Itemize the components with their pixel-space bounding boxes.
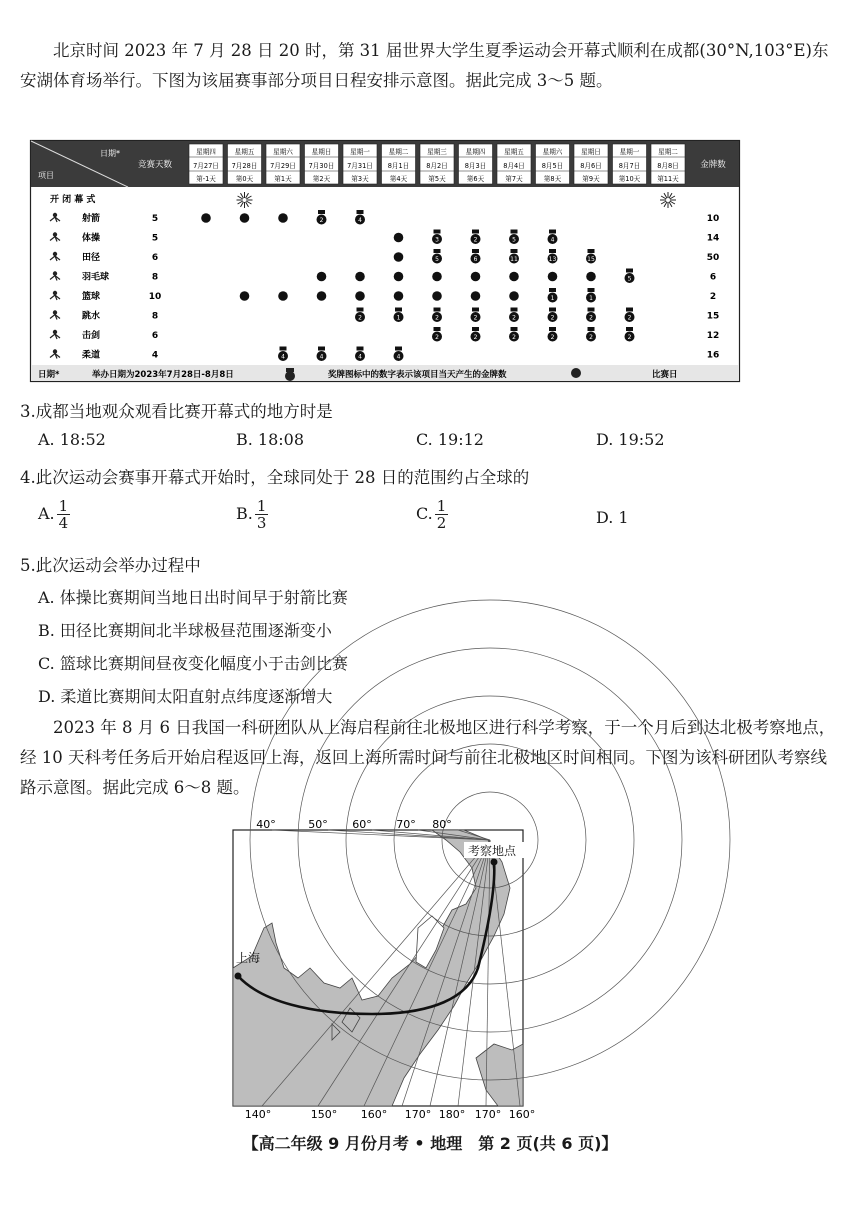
longitude-label-top: 60° — [352, 818, 372, 831]
weekday-label: 星期二 — [658, 148, 678, 156]
day-label: 第6天 — [466, 175, 485, 183]
day-label: 第1天 — [274, 175, 292, 183]
header-item-label: 项目 — [38, 171, 54, 180]
footer-date-label: 日期* — [38, 370, 60, 380]
medal-count: 5 — [512, 236, 516, 244]
medal-count: 2 — [358, 314, 362, 322]
medal-count: 4 — [396, 353, 401, 361]
competition-days: 10 — [148, 292, 162, 302]
competition-days: 6 — [151, 331, 159, 341]
q4-option-d: D. 1 — [596, 508, 629, 527]
medal-count: 2 — [512, 334, 516, 341]
medal-count: 2 — [319, 217, 324, 224]
medal-count: 3 — [435, 236, 439, 244]
medal-count: 4 — [358, 217, 362, 224]
medal-icon — [625, 308, 635, 323]
medal-count: 5 — [435, 256, 439, 263]
longitude-label-top: 50° — [308, 818, 328, 831]
ceremony-label: 开 闭 幕 式 — [50, 195, 96, 205]
medal-count: 2 — [550, 314, 555, 322]
question-5-stem: 5.此次运动会举办过程中 — [20, 556, 201, 575]
medal-icon — [509, 230, 519, 245]
q5-option-b: B. 田径比赛期间北半球极昼范围逐渐变小 — [38, 621, 332, 640]
footer-medal-note: 奖牌图标中的数字表示该项目当天产生的金牌数 — [328, 370, 507, 380]
competition-days: 8 — [151, 311, 159, 322]
medal-icon — [586, 308, 596, 323]
medal-count: 2 — [512, 314, 516, 322]
weekday-label: 星期一 — [619, 148, 640, 156]
medal-icon — [394, 308, 404, 323]
date-label: 8月7日 — [618, 162, 641, 170]
medal-icon — [471, 249, 481, 264]
medal-count: 2 — [589, 334, 593, 341]
medal-count: 1 — [396, 314, 401, 322]
medal-count: 4 — [319, 353, 324, 361]
question-4-stem: 4.此次运动会赛事开幕式开始时，全球同处于 28 日的范围约占全球的 — [20, 468, 530, 487]
longitude-label-top: 80° — [432, 818, 452, 831]
longitude-label-bottom: 150° — [310, 1108, 338, 1121]
medal-count: 1 — [589, 295, 593, 302]
q4-option-a: A. $\frac{1}{4}$ — [38, 497, 69, 532]
day-label: 第0天 — [235, 175, 254, 183]
longitude-label-bottom: 160° — [360, 1108, 388, 1121]
q3-option-d: D. 19:52 — [596, 430, 665, 449]
medal-icon — [548, 230, 558, 245]
medal-icon — [471, 230, 481, 245]
match-day-dot — [355, 272, 365, 282]
weekday-label: 星期三 — [427, 148, 447, 156]
match-day-dot — [394, 272, 404, 282]
date-label: 7月30日 — [308, 162, 335, 170]
header-date-label: 日期* — [100, 149, 120, 158]
medal-count: 11 — [510, 256, 518, 263]
match-day-dot — [394, 233, 404, 243]
gold-count: 12 — [706, 331, 720, 341]
event-schedule-table — [30, 140, 740, 382]
date-label: 8月1日 — [387, 162, 410, 170]
weekday-label: 星期日 — [311, 148, 332, 156]
medal-count: 2 — [627, 314, 632, 322]
day-label: 第2天 — [312, 175, 331, 183]
day-label: 第11天 — [657, 175, 679, 183]
medal-count: 5 — [627, 275, 632, 283]
match-day-legend-icon — [571, 368, 581, 378]
match-day-dot — [432, 272, 442, 282]
medal-icon — [625, 269, 635, 284]
sport-name: 体操 — [82, 233, 101, 244]
match-day-dot — [471, 272, 481, 282]
medal-count: 2 — [589, 314, 593, 322]
medal-icon — [548, 308, 558, 323]
day-label: 第10天 — [618, 175, 641, 183]
medal-icon — [317, 210, 327, 225]
medal-count: 6 — [473, 256, 478, 263]
sport-name: 羽毛球 — [82, 272, 110, 283]
medal-icon — [586, 249, 596, 264]
route-map — [232, 818, 536, 1123]
q5-option-d: D. 柔道比赛期间太阳直射点纬度逐渐增大 — [38, 687, 333, 706]
medal-icon — [548, 249, 558, 264]
competition-days: 8 — [151, 272, 159, 283]
match-day-dot — [394, 291, 404, 301]
longitude-label-bottom: 140° — [244, 1108, 272, 1121]
longitude-label-top: 70° — [396, 818, 416, 831]
medal-count: 2 — [473, 334, 478, 341]
competition-days: 6 — [151, 253, 159, 263]
match-day-dot — [586, 272, 596, 282]
medal-icon — [625, 327, 635, 342]
q3-option-b: B. 18:08 — [236, 430, 305, 449]
weekday-label: 星期一 — [350, 148, 370, 156]
match-day-dot — [355, 291, 365, 301]
sport-name: 柔道 — [82, 350, 101, 361]
medal-count: 13 — [548, 256, 557, 263]
medal-icon — [509, 249, 519, 264]
medal-icon — [548, 288, 558, 303]
site-label: 考察地点 — [468, 844, 517, 858]
gold-count: 50 — [706, 253, 720, 263]
medal-icon — [432, 249, 442, 264]
medal-icon — [471, 327, 481, 342]
q4-option-b: B. $\frac{1}{3}$ — [236, 497, 267, 532]
medal-count: 4 — [550, 236, 555, 244]
date-label: 8月3日 — [464, 162, 487, 170]
medal-count: 2 — [550, 334, 555, 341]
q3-option-a: A. 18:52 — [38, 430, 106, 449]
date-label: 8月8日 — [657, 162, 679, 170]
match-day-dot — [471, 291, 481, 301]
medal-icon — [548, 327, 558, 342]
intro-paragraph-2: 2023 年 8 月 6 日我国一科研团队从上海启程前往北极地区进行科学考察，于一个月后到达北极考察地点，经 10 天科考任务后开始启程返回上海，返回上海所需时间与前往北极地区时间相同。下图为该科研团队考察线路示意图。据此完成 6～8 题。 — [20, 718, 836, 797]
weekday-label: 星期二 — [388, 148, 409, 156]
match-day-dot — [317, 272, 327, 282]
gold-count: 6 — [709, 272, 717, 283]
medal-icon — [509, 327, 519, 342]
q4-option-c: C. $\frac{1}{2}$ — [416, 497, 447, 532]
weekday-label: 星期五 — [234, 148, 255, 156]
footer-range: 举办日期为2023年7月28日-8月8日 — [92, 370, 234, 380]
gold-count: 10 — [706, 214, 720, 224]
medal-icon — [355, 210, 365, 225]
medal-count: 1 — [550, 295, 555, 302]
longitude-label-top: 40° — [256, 818, 276, 831]
medal-count: 4 — [358, 353, 362, 361]
medal-icon — [278, 347, 288, 362]
match-day-dot — [201, 213, 211, 223]
medal-icon — [432, 327, 442, 342]
weekday-label: 星期六 — [273, 148, 293, 156]
weekday-label: 星期六 — [542, 148, 563, 156]
match-day-dot — [509, 291, 519, 301]
competition-days: 5 — [151, 233, 159, 244]
match-day-dot — [240, 291, 250, 301]
header-gold-label: 金牌数 — [700, 160, 726, 170]
day-label: 第-1天 — [196, 175, 216, 183]
gold-count: 14 — [706, 233, 720, 244]
day-label: 第9天 — [582, 175, 600, 183]
medal-icon — [355, 308, 365, 323]
date-label: 7月31日 — [347, 162, 373, 170]
site-marker — [491, 859, 498, 866]
longitude-label-bottom: 180° — [438, 1108, 466, 1121]
shanghai-label: 上海 — [236, 951, 261, 965]
sport-name: 田径 — [82, 253, 101, 263]
match-day-dot — [509, 272, 519, 282]
match-day-dot — [240, 213, 250, 223]
sport-name: 跳水 — [82, 311, 101, 322]
day-label: 第4天 — [389, 175, 408, 183]
date-label: 8月4日 — [503, 162, 525, 170]
date-label: 8月6日 — [580, 162, 602, 170]
medal-count: 2 — [435, 334, 439, 341]
medal-icon — [471, 308, 481, 323]
date-label: 8月2日 — [426, 162, 448, 170]
date-label: 7月28日 — [231, 162, 258, 170]
medal-count: 2 — [435, 314, 439, 322]
match-day-dot — [278, 291, 288, 301]
weekday-label: 星期四 — [196, 148, 216, 156]
competition-days: 4 — [151, 350, 159, 361]
medal-icon — [509, 308, 519, 323]
longitude-label-bottom: 170° — [474, 1108, 502, 1121]
day-label: 第5天 — [428, 175, 446, 183]
weekday-label: 星期日 — [581, 148, 601, 156]
shanghai-marker — [235, 973, 242, 980]
weekday-label: 星期五 — [504, 148, 524, 156]
longitude-label-bottom: 160° — [508, 1108, 536, 1121]
medal-count: 15 — [587, 256, 595, 263]
match-day-dot — [394, 252, 404, 262]
page-footer: 【高二年级 9 月份月考 • 地理 第 2 页(共 6 页)】 — [242, 1134, 618, 1153]
gold-count: 16 — [706, 350, 720, 361]
longitude-label-bottom: 170° — [404, 1108, 432, 1121]
header-days-label: 竞赛天数 — [137, 160, 173, 170]
day-label: 第8天 — [543, 175, 562, 183]
match-day-dot — [317, 291, 327, 301]
medal-icon — [355, 347, 365, 362]
medal-icon — [394, 347, 404, 362]
match-day-dot — [548, 272, 558, 282]
medal-count: 2 — [473, 236, 478, 244]
q3-option-c: C. 19:12 — [416, 430, 484, 449]
medal-count: 2 — [473, 314, 478, 322]
day-label: 第7天 — [505, 175, 523, 183]
medal-count: 4 — [281, 353, 285, 361]
weekday-label: 星期四 — [465, 148, 486, 156]
medal-icon — [432, 230, 442, 245]
gold-count: 2 — [709, 292, 717, 302]
sport-name: 篮球 — [82, 292, 101, 302]
question-3-stem: 3.成都当地观众观看比赛开幕式的地方时是 — [20, 402, 333, 421]
date-label: 7月27日 — [193, 162, 219, 170]
medal-icon — [586, 327, 596, 342]
medal-legend-icon — [285, 368, 295, 381]
medal-icon — [586, 288, 596, 303]
q5-option-a: A. 体操比赛期间当地日出时间早于射箭比赛 — [38, 588, 348, 607]
date-label: 7月29日 — [270, 162, 296, 170]
medal-icon — [432, 308, 442, 323]
medal-icon — [317, 347, 327, 362]
intro-paragraph-1: 北京时间 2023 年 7 月 28 日 20 时，第 31 届世界大学生夏季运动会开幕式顺利在成都(30°N,103°E)东安湖体育场举行。下图为该届赛事部分项目日程安排示意图。据此完成 3～5 题。 — [20, 41, 829, 90]
date-label: 8月5日 — [541, 162, 564, 170]
day-label: 第3天 — [351, 175, 369, 183]
gold-count: 15 — [706, 311, 720, 322]
match-day-dot — [432, 291, 442, 301]
footer-match-day: 比赛日 — [652, 370, 678, 380]
competition-days: 5 — [151, 214, 159, 224]
sport-name: 射箭 — [82, 214, 101, 224]
q5-option-c: C. 篮球比赛期间昼夜变化幅度小于击剑比赛 — [38, 654, 348, 673]
medal-count: 2 — [627, 334, 632, 341]
sport-name: 击剑 — [82, 331, 101, 341]
match-day-dot — [278, 213, 288, 223]
